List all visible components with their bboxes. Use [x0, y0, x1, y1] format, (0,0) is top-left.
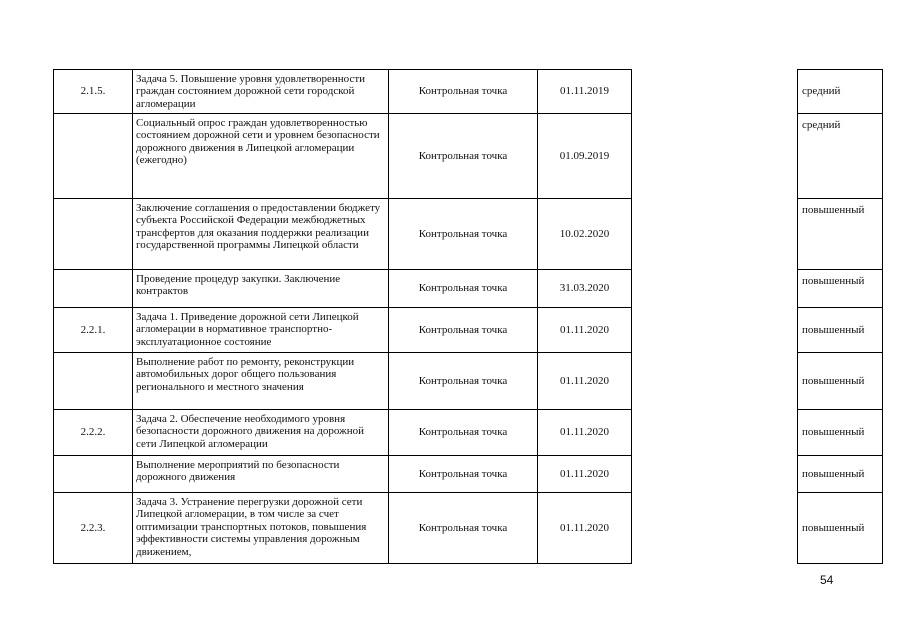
risk-level-cell: повышенный — [798, 270, 883, 308]
table-row — [798, 353, 883, 410]
row-type: Контрольная точка — [389, 199, 538, 270]
table-row — [798, 410, 883, 456]
risk-level-cell: средний — [798, 70, 883, 114]
row-description: Выполнение мероприятий по безопасности дорожного движения — [133, 456, 389, 493]
row-description: Проведение процедур закупки. Заключение контрактов — [133, 270, 389, 308]
table-row — [798, 493, 883, 564]
table-row — [54, 308, 632, 353]
table-row — [54, 270, 632, 308]
table-row — [798, 270, 883, 308]
row-description: Заключение соглашения о предоставлении бюджету субъекта Российской Федерации межбюджетных трансфертов для оказания поддержки реализации государственной программы Липецкой области — [133, 199, 389, 270]
row-number: 2.2.1. — [54, 308, 133, 353]
row-number — [54, 114, 133, 199]
table-row — [54, 456, 632, 493]
row-number — [54, 353, 133, 410]
risk-level-cell: повышенный — [798, 410, 883, 456]
row-date: 01.11.2020 — [538, 410, 632, 456]
table-row — [54, 493, 632, 564]
row-date: 01.11.2019 — [538, 70, 632, 114]
row-type: Контрольная точка — [389, 493, 538, 564]
row-description: Задача 1. Приведение дорожной сети Липецкой агломерации в нормативное транспортно-эксплуатационное состояние — [133, 308, 389, 353]
row-type: Контрольная точка — [389, 410, 538, 456]
row-date: 01.11.2020 — [538, 353, 632, 410]
row-number: 2.2.3. — [54, 493, 133, 564]
row-type: Контрольная точка — [389, 70, 538, 114]
table-row — [798, 199, 883, 270]
row-number: 2.1.5. — [54, 70, 133, 114]
row-type: Контрольная точка — [389, 114, 538, 199]
row-date: 01.11.2020 — [538, 308, 632, 353]
table-row — [54, 199, 632, 270]
table-row — [798, 70, 883, 114]
row-date: 10.02.2020 — [538, 199, 632, 270]
row-description: Задача 2. Обеспечение необходимого уровня безопасности дорожного движения на дорожной сети Липецкой агломерации — [133, 410, 389, 456]
row-description: Социальный опрос граждан удовлетворенностью состоянием дорожной сети и уровнем безопасности дорожного движения в Липецкой агломерации (ежегодно) — [133, 114, 389, 199]
row-description: Выполнение работ по ремонту, реконструкции автомобильных дорог общего пользования регионального и местного значения — [133, 353, 389, 410]
risk-level-cell: повышенный — [798, 199, 883, 270]
risk-level-cell: повышенный — [798, 456, 883, 493]
row-date: 01.11.2020 — [538, 456, 632, 493]
table-row — [54, 353, 632, 410]
row-type: Контрольная точка — [389, 456, 538, 493]
row-type: Контрольная точка — [389, 270, 538, 308]
row-number — [54, 199, 133, 270]
row-number: 2.2.2. — [54, 410, 133, 456]
milestones-table — [53, 69, 632, 564]
row-description: Задача 3. Устранение перегрузки дорожной сети Липецкой агломерации, в том числе за счет оптимизации транспортных потоков, повышения эффективности системы управления дорожным движением, — [133, 493, 389, 564]
risk-level-table — [797, 69, 883, 564]
page-number: 54 — [820, 573, 834, 587]
table-row — [798, 456, 883, 493]
table-row — [798, 114, 883, 199]
row-number — [54, 270, 133, 308]
risk-level-cell: средний — [798, 114, 883, 199]
row-date: 31.03.2020 — [538, 270, 632, 308]
row-date: 01.11.2020 — [538, 493, 632, 564]
risk-level-cell: повышенный — [798, 493, 883, 564]
risk-level-cell: повышенный — [798, 308, 883, 353]
risk-level-cell: повышенный — [798, 353, 883, 410]
row-description: Задача 5. Повышение уровня удовлетворенности граждан состоянием дорожной сети городской агломерации — [133, 70, 389, 114]
table-row — [798, 308, 883, 353]
table-row — [54, 70, 632, 114]
row-date: 01.09.2019 — [538, 114, 632, 199]
row-type: Контрольная точка — [389, 353, 538, 410]
row-type: Контрольная точка — [389, 308, 538, 353]
table-row — [54, 114, 632, 199]
row-number — [54, 456, 133, 493]
table-row — [54, 410, 632, 456]
